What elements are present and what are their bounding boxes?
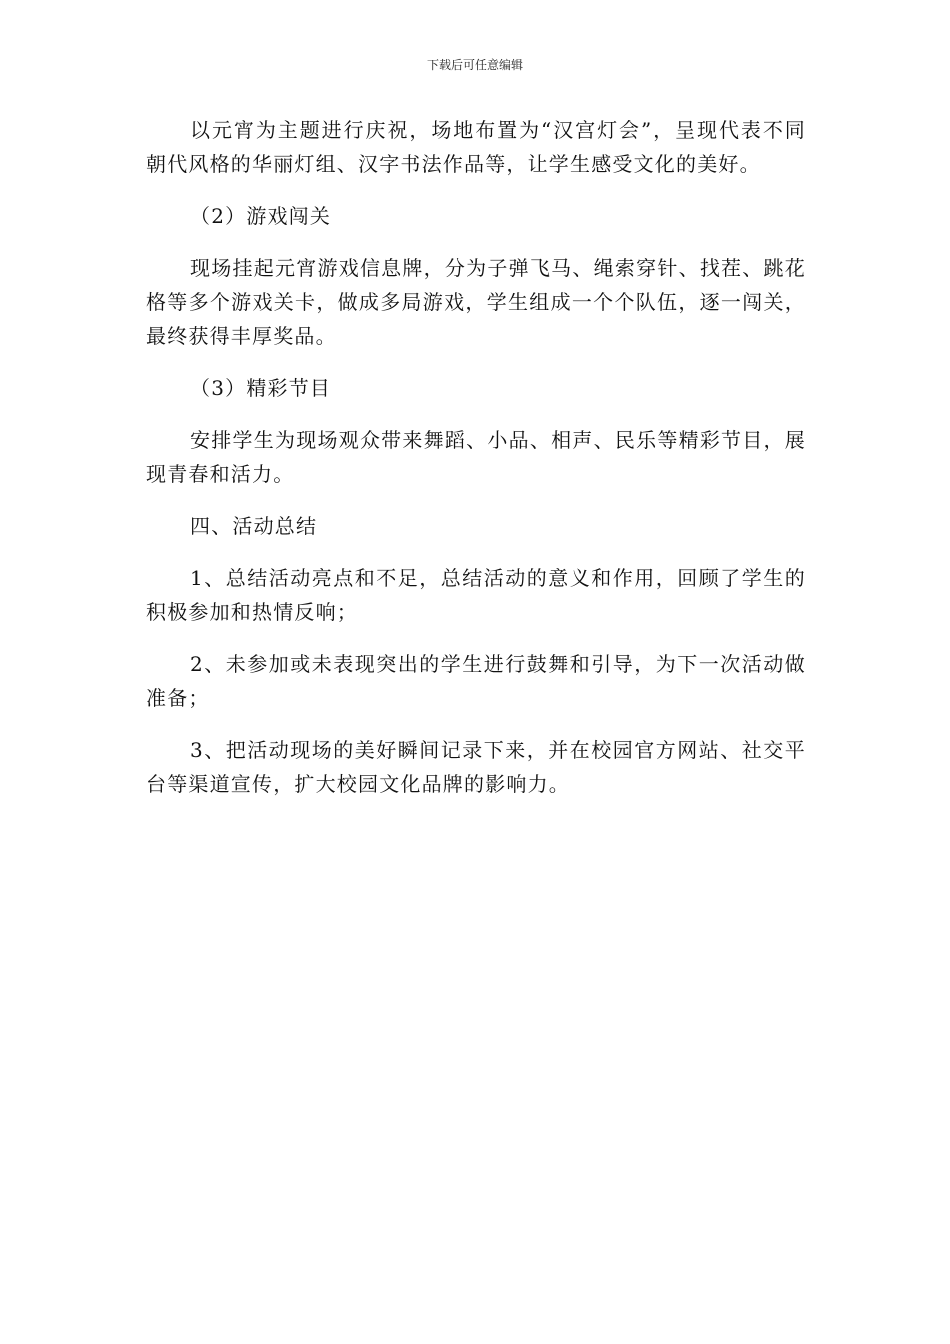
- summary-item-1: 1、总结活动亮点和不足，总结活动的意义和作用，回顾了学生的积极参加和热情反响；: [146, 566, 806, 624]
- document-body: [146, 113, 806, 819]
- section-heading-games: （2）游戏闯关: [190, 204, 332, 228]
- section-heading-performances: （3）精彩节目: [190, 376, 332, 400]
- summary-item-2: 2、未参加或未表现突出的学生进行鼓舞和引导，为下一次活动做准备；: [146, 652, 806, 710]
- section-heading-summary: 四、活动总结: [190, 514, 318, 538]
- paragraph-performances: 安排学生为现场观众带来舞蹈、小品、相声、民乐等精彩节目，展现青春和活力。: [146, 428, 806, 486]
- paragraph-games: 现场挂起元宵游戏信息牌，分为子弹飞马、绳索穿针、找茬、跳花格等多个游戏关卡，做成多局游戏，学生组成一个个队伍，逐一闯关，最终获得丰厚奖品。: [146, 256, 806, 348]
- summary-item-3: 3、把活动现场的美好瞬间记录下来，并在校园官方网站、社交平台等渠道宣传，扩大校园文化品牌的影响力。: [146, 738, 806, 796]
- page-header-note: 下载后可任意编辑: [426, 58, 523, 72]
- paragraph-lantern-theme: 以元宵为主题进行庆祝，场地布置为“汉宫灯会”，呈现代表不同朝代风格的华丽灯组、汉字书法作品等，让学生感受文化的美好。: [146, 118, 806, 176]
